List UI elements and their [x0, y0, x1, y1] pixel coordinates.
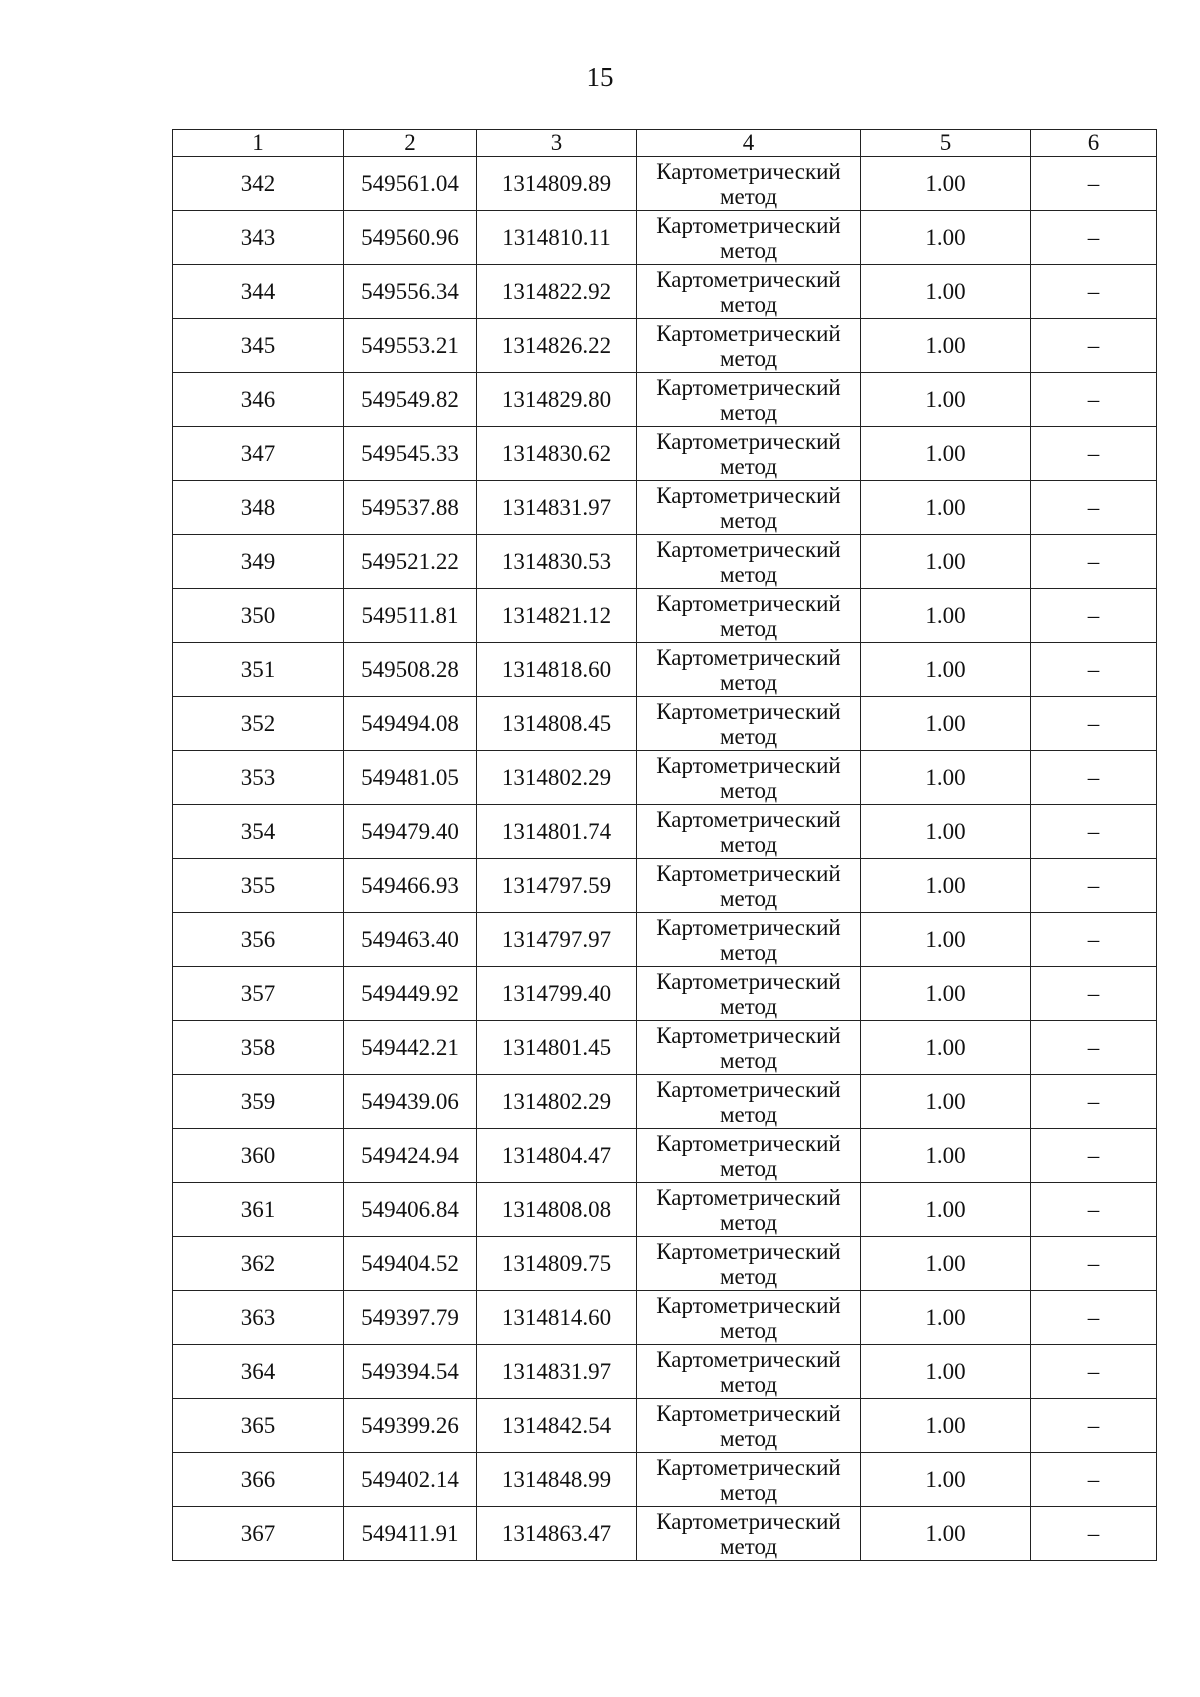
accuracy-cell: 1.00 [861, 265, 1031, 319]
accuracy-cell: 1.00 [861, 157, 1031, 211]
accuracy-cell: 1.00 [861, 1075, 1031, 1129]
accuracy-cell: 1.00 [861, 913, 1031, 967]
method-line-1: Картометрический [656, 644, 841, 670]
method-line-1: Картометрический [656, 482, 841, 508]
method-line-1: Картометрический [656, 1292, 841, 1318]
point-number-cell: 350 [173, 589, 344, 643]
x-coordinate-cell: 549402.14 [344, 1453, 477, 1507]
x-coordinate-cell: 549439.06 [344, 1075, 477, 1129]
method-line-2: метод [719, 1101, 778, 1127]
note-cell: – [1031, 265, 1157, 319]
method-line-1: Картометрический [656, 1076, 841, 1102]
method-line-1: Картометрический [656, 374, 841, 400]
method-line-2: метод [719, 615, 778, 641]
method-line-2: метод [719, 237, 778, 263]
table-row [173, 1345, 1157, 1399]
x-coordinate-cell: 549404.52 [344, 1237, 477, 1291]
note-cell: – [1031, 643, 1157, 697]
table-body [173, 157, 1157, 1561]
x-coordinate-cell: 549561.04 [344, 157, 477, 211]
y-coordinate-cell: 1314842.54 [477, 1399, 637, 1453]
coordinates-table [172, 129, 1157, 1561]
note-cell: – [1031, 1453, 1157, 1507]
table-row [173, 751, 1157, 805]
method-line-1: Картометрический [656, 590, 841, 616]
method-line-2: метод [719, 453, 778, 479]
accuracy-cell: 1.00 [861, 1345, 1031, 1399]
x-coordinate-cell: 549394.54 [344, 1345, 477, 1399]
method-line-1: Картометрический [656, 1454, 841, 1480]
y-coordinate-cell: 1314801.74 [477, 805, 637, 859]
x-coordinate-cell: 549521.22 [344, 535, 477, 589]
point-number-cell: 360 [173, 1129, 344, 1183]
x-coordinate-cell: 549545.33 [344, 427, 477, 481]
method-line-1: Картометрический [656, 1184, 841, 1210]
y-coordinate-cell: 1314814.60 [477, 1291, 637, 1345]
method-line-2: метод [719, 1533, 778, 1559]
table-row [173, 1291, 1157, 1345]
accuracy-cell: 1.00 [861, 1399, 1031, 1453]
y-coordinate-cell: 1314848.99 [477, 1453, 637, 1507]
accuracy-cell: 1.00 [861, 1453, 1031, 1507]
method-cell [637, 427, 861, 481]
y-coordinate-cell: 1314799.40 [477, 967, 637, 1021]
method-line-2: метод [719, 1479, 778, 1505]
x-coordinate-cell: 549537.88 [344, 481, 477, 535]
method-line-2: метод [719, 777, 778, 803]
point-number-cell: 343 [173, 211, 344, 265]
method-line-2: метод [719, 1155, 778, 1181]
y-coordinate-cell: 1314831.97 [477, 1345, 637, 1399]
y-coordinate-cell: 1314863.47 [477, 1507, 637, 1561]
note-cell: – [1031, 373, 1157, 427]
method-cell [637, 1345, 861, 1399]
method-cell [637, 1237, 861, 1291]
note-cell: – [1031, 427, 1157, 481]
note-cell: – [1031, 1237, 1157, 1291]
y-coordinate-cell: 1314801.45 [477, 1021, 637, 1075]
y-coordinate-cell: 1314797.59 [477, 859, 637, 913]
method-line-1: Картометрический [656, 914, 841, 940]
column-header: 4 [637, 130, 861, 157]
point-number-cell: 351 [173, 643, 344, 697]
accuracy-cell: 1.00 [861, 805, 1031, 859]
x-coordinate-cell: 549442.21 [344, 1021, 477, 1075]
method-cell [637, 805, 861, 859]
method-line-2: метод [719, 993, 778, 1019]
table-row [173, 1237, 1157, 1291]
method-line-1: Картометрический [656, 1238, 841, 1264]
method-cell [637, 319, 861, 373]
table-row [173, 1399, 1157, 1453]
method-line-1: Картометрический [656, 536, 841, 562]
method-cell [637, 1507, 861, 1561]
table-row [173, 427, 1157, 481]
x-coordinate-cell: 549494.08 [344, 697, 477, 751]
x-coordinate-cell: 549411.91 [344, 1507, 477, 1561]
point-number-cell: 365 [173, 1399, 344, 1453]
table-row [173, 1075, 1157, 1129]
method-cell [637, 1399, 861, 1453]
method-cell [637, 859, 861, 913]
point-number-cell: 357 [173, 967, 344, 1021]
table-row [173, 211, 1157, 265]
point-number-cell: 346 [173, 373, 344, 427]
method-cell [637, 1291, 861, 1345]
column-header: 5 [861, 130, 1031, 157]
accuracy-cell: 1.00 [861, 319, 1031, 373]
method-line-2: метод [719, 183, 778, 209]
y-coordinate-cell: 1314809.89 [477, 157, 637, 211]
note-cell: – [1031, 697, 1157, 751]
x-coordinate-cell: 549511.81 [344, 589, 477, 643]
method-line-1: Картометрический [656, 266, 841, 292]
point-number-cell: 361 [173, 1183, 344, 1237]
table-row [173, 373, 1157, 427]
table-row [173, 1507, 1157, 1561]
point-number-cell: 344 [173, 265, 344, 319]
y-coordinate-cell: 1314809.75 [477, 1237, 637, 1291]
table-row [173, 589, 1157, 643]
method-line-1: Картометрический [656, 158, 841, 184]
accuracy-cell: 1.00 [861, 1021, 1031, 1075]
table-row [173, 157, 1157, 211]
point-number-cell: 364 [173, 1345, 344, 1399]
point-number-cell: 347 [173, 427, 344, 481]
note-cell: – [1031, 1021, 1157, 1075]
point-number-cell: 362 [173, 1237, 344, 1291]
accuracy-cell: 1.00 [861, 1183, 1031, 1237]
method-cell [637, 697, 861, 751]
method-line-2: метод [719, 1425, 778, 1451]
method-line-1: Картометрический [656, 1022, 841, 1048]
method-line-2: метод [719, 345, 778, 371]
point-number-cell: 352 [173, 697, 344, 751]
method-line-1: Картометрический [656, 1400, 841, 1426]
table-row [173, 697, 1157, 751]
point-number-cell: 354 [173, 805, 344, 859]
y-coordinate-cell: 1314831.97 [477, 481, 637, 535]
note-cell: – [1031, 1507, 1157, 1561]
method-line-2: метод [719, 1209, 778, 1235]
x-coordinate-cell: 549406.84 [344, 1183, 477, 1237]
method-cell [637, 1183, 861, 1237]
table-row [173, 643, 1157, 697]
point-number-cell: 355 [173, 859, 344, 913]
method-line-2: метод [719, 723, 778, 749]
note-cell: – [1031, 913, 1157, 967]
method-line-1: Картометрический [656, 1346, 841, 1372]
method-line-2: метод [719, 669, 778, 695]
table-row [173, 265, 1157, 319]
method-line-1: Картометрический [656, 806, 841, 832]
note-cell: – [1031, 805, 1157, 859]
method-line-1: Картометрический [656, 698, 841, 724]
x-coordinate-cell: 549549.82 [344, 373, 477, 427]
y-coordinate-cell: 1314797.97 [477, 913, 637, 967]
point-number-cell: 345 [173, 319, 344, 373]
method-line-2: метод [719, 507, 778, 533]
method-cell [637, 1129, 861, 1183]
accuracy-cell: 1.00 [861, 1237, 1031, 1291]
method-line-1: Картометрический [656, 752, 841, 778]
y-coordinate-cell: 1314802.29 [477, 751, 637, 805]
note-cell: – [1031, 751, 1157, 805]
method-line-2: метод [719, 1263, 778, 1289]
x-coordinate-cell: 549479.40 [344, 805, 477, 859]
method-cell [637, 157, 861, 211]
method-line-1: Картометрический [656, 968, 841, 994]
y-coordinate-cell: 1314818.60 [477, 643, 637, 697]
x-coordinate-cell: 549508.28 [344, 643, 477, 697]
note-cell: – [1031, 589, 1157, 643]
x-coordinate-cell: 549481.05 [344, 751, 477, 805]
y-coordinate-cell: 1314802.29 [477, 1075, 637, 1129]
point-number-cell: 366 [173, 1453, 344, 1507]
note-cell: – [1031, 1291, 1157, 1345]
x-coordinate-cell: 549424.94 [344, 1129, 477, 1183]
accuracy-cell: 1.00 [861, 589, 1031, 643]
y-coordinate-cell: 1314810.11 [477, 211, 637, 265]
accuracy-cell: 1.00 [861, 1129, 1031, 1183]
accuracy-cell: 1.00 [861, 373, 1031, 427]
accuracy-cell: 1.00 [861, 697, 1031, 751]
method-line-2: метод [719, 1371, 778, 1397]
method-cell [637, 967, 861, 1021]
table-row [173, 1129, 1157, 1183]
method-line-2: метод [719, 561, 778, 587]
method-cell [637, 1075, 861, 1129]
method-line-1: Картометрический [656, 428, 841, 454]
table-row [173, 1453, 1157, 1507]
y-coordinate-cell: 1314808.08 [477, 1183, 637, 1237]
method-cell [637, 643, 861, 697]
note-cell: – [1031, 319, 1157, 373]
point-number-cell: 363 [173, 1291, 344, 1345]
accuracy-cell: 1.00 [861, 535, 1031, 589]
table-row [173, 481, 1157, 535]
accuracy-cell: 1.00 [861, 751, 1031, 805]
accuracy-cell: 1.00 [861, 967, 1031, 1021]
y-coordinate-cell: 1314822.92 [477, 265, 637, 319]
point-number-cell: 359 [173, 1075, 344, 1129]
accuracy-cell: 1.00 [861, 859, 1031, 913]
x-coordinate-cell: 549399.26 [344, 1399, 477, 1453]
table-header-row [173, 130, 1157, 157]
y-coordinate-cell: 1314830.62 [477, 427, 637, 481]
x-coordinate-cell: 549560.96 [344, 211, 477, 265]
y-coordinate-cell: 1314821.12 [477, 589, 637, 643]
accuracy-cell: 1.00 [861, 481, 1031, 535]
x-coordinate-cell: 549449.92 [344, 967, 477, 1021]
x-coordinate-cell: 549463.40 [344, 913, 477, 967]
method-line-1: Картометрический [656, 320, 841, 346]
accuracy-cell: 1.00 [861, 211, 1031, 265]
y-coordinate-cell: 1314830.53 [477, 535, 637, 589]
table-row [173, 967, 1157, 1021]
column-header: 6 [1031, 130, 1157, 157]
note-cell: – [1031, 1345, 1157, 1399]
method-line-2: метод [719, 291, 778, 317]
accuracy-cell: 1.00 [861, 643, 1031, 697]
method-line-2: метод [719, 939, 778, 965]
method-cell [637, 589, 861, 643]
x-coordinate-cell: 549553.21 [344, 319, 477, 373]
note-cell: – [1031, 1399, 1157, 1453]
note-cell: – [1031, 1183, 1157, 1237]
accuracy-cell: 1.00 [861, 427, 1031, 481]
method-line-2: метод [719, 885, 778, 911]
method-cell [637, 211, 861, 265]
table-row [173, 913, 1157, 967]
table-row [173, 1021, 1157, 1075]
y-coordinate-cell: 1314808.45 [477, 697, 637, 751]
method-cell [637, 751, 861, 805]
method-line-1: Картометрический [656, 1508, 841, 1534]
method-cell [637, 1021, 861, 1075]
note-cell: – [1031, 481, 1157, 535]
note-cell: – [1031, 535, 1157, 589]
method-line-2: метод [719, 831, 778, 857]
method-cell [637, 373, 861, 427]
point-number-cell: 349 [173, 535, 344, 589]
y-coordinate-cell: 1314829.80 [477, 373, 637, 427]
method-cell [637, 535, 861, 589]
note-cell: – [1031, 1129, 1157, 1183]
note-cell: – [1031, 859, 1157, 913]
method-line-2: метод [719, 1317, 778, 1343]
point-number-cell: 358 [173, 1021, 344, 1075]
page-number: 15 [586, 62, 614, 92]
method-line-1: Картометрический [656, 1130, 841, 1156]
column-header: 2 [344, 130, 477, 157]
note-cell: – [1031, 967, 1157, 1021]
method-cell [637, 1453, 861, 1507]
column-header: 1 [173, 130, 344, 157]
point-number-cell: 342 [173, 157, 344, 211]
method-line-2: метод [719, 1047, 778, 1073]
y-coordinate-cell: 1314804.47 [477, 1129, 637, 1183]
x-coordinate-cell: 549466.93 [344, 859, 477, 913]
y-coordinate-cell: 1314826.22 [477, 319, 637, 373]
table-row [173, 1183, 1157, 1237]
table-row [173, 859, 1157, 913]
table-row [173, 535, 1157, 589]
point-number-cell: 353 [173, 751, 344, 805]
x-coordinate-cell: 549556.34 [344, 265, 477, 319]
point-number-cell: 367 [173, 1507, 344, 1561]
point-number-cell: 348 [173, 481, 344, 535]
note-cell: – [1031, 157, 1157, 211]
table-row [173, 319, 1157, 373]
column-header: 3 [477, 130, 637, 157]
method-line-1: Картометрический [656, 860, 841, 886]
accuracy-cell: 1.00 [861, 1507, 1031, 1561]
accuracy-cell: 1.00 [861, 1291, 1031, 1345]
method-line-2: метод [719, 399, 778, 425]
method-cell [637, 913, 861, 967]
note-cell: – [1031, 1075, 1157, 1129]
table-row [173, 805, 1157, 859]
point-number-cell: 356 [173, 913, 344, 967]
method-cell [637, 481, 861, 535]
method-cell [637, 265, 861, 319]
note-cell: – [1031, 211, 1157, 265]
x-coordinate-cell: 549397.79 [344, 1291, 477, 1345]
method-line-1: Картометрический [656, 212, 841, 238]
